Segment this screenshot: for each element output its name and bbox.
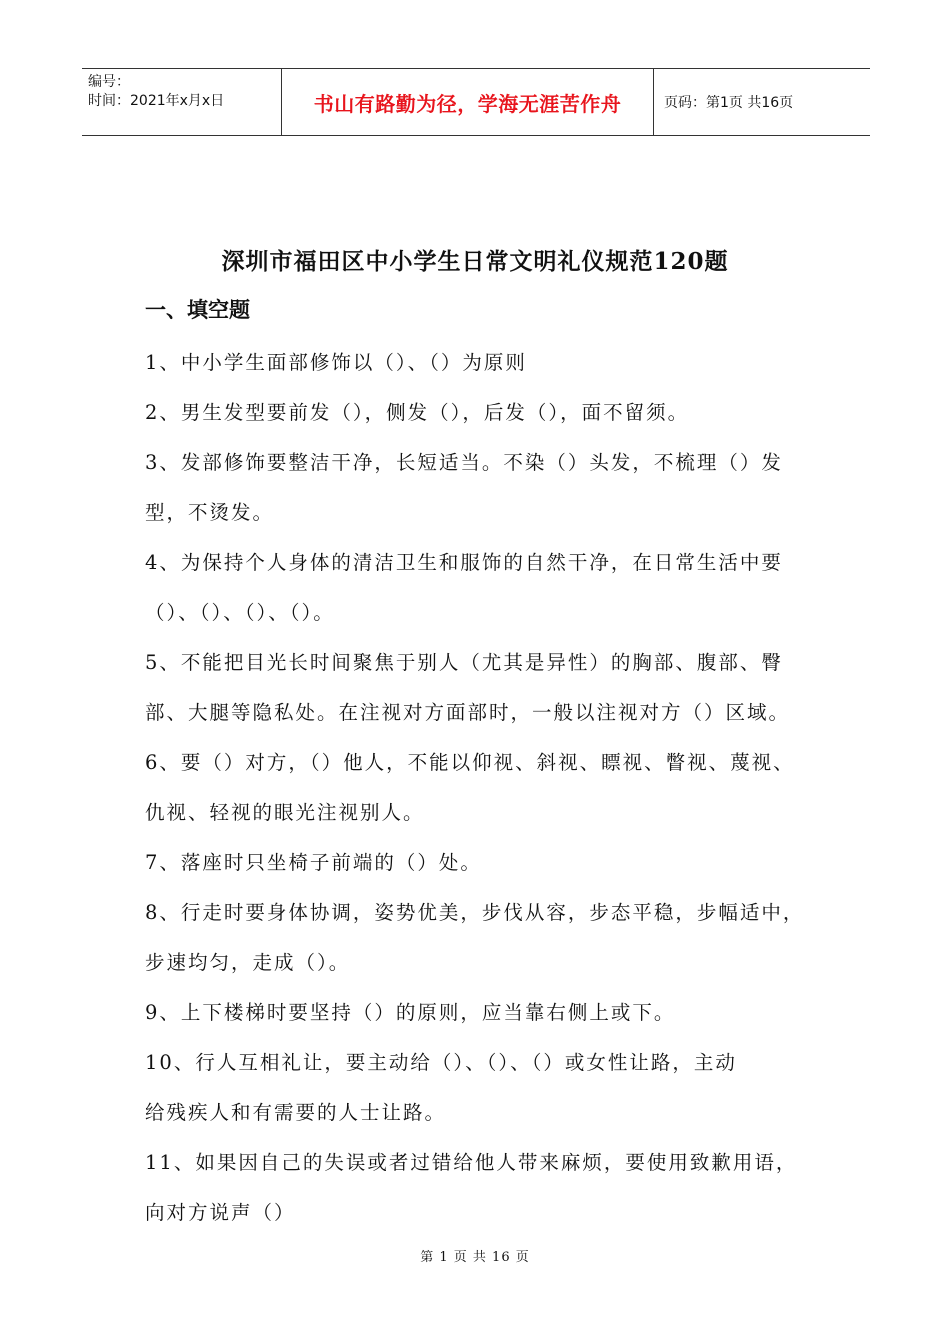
text-line: 部、大腿等隐私处。在注视对方面部时，一般以注视对方（）区域。 [145, 701, 791, 724]
header-page-info: 页码：第1页 共16页 [664, 95, 794, 111]
question-list [145, 338, 817, 1238]
text-line: 6、要（）对方，（）他人，不能以仰视、斜视、瞟视、瞥视、蔑视、 [145, 751, 795, 774]
text-line: （）、（）、（）、（）。 [145, 601, 335, 624]
text-line: 步速均匀，走成（）。 [145, 951, 351, 974]
text-line: 向对方说声（） [145, 1201, 296, 1224]
text-line: 7、落座时只坐椅子前端的（）处。 [145, 851, 482, 874]
document-title: 深圳市福田区中小学生日常文明礼仪规范120题 [221, 248, 729, 275]
text-line: 10、行人互相礼让，要主动给（）、（）、（）或女性让路，主动 [145, 1051, 737, 1074]
text-line: 9、上下楼梯时要坚持（）的原则，应当靠右侧上或下。 [145, 1001, 676, 1024]
text-line: 1、中小学生面部修饰以（）、（）为原则 [145, 351, 527, 374]
header-motto: 书山有路勤为径，学海无涯苦作舟 [282, 69, 654, 135]
text-line: 3、发部修饰要整洁干净，长短适当。不染（）头发，不梳理（）发 [145, 451, 783, 474]
text-line: 11、如果因自己的失误或者过错给他人带来麻烦，要使用致歉用语， [145, 1151, 798, 1174]
document-header [82, 68, 870, 136]
header-number-label: 编号： [88, 74, 130, 90]
text-line: 仇视、轻视的眼光注视别人。 [145, 801, 425, 824]
section-heading: 一、填空题 [145, 297, 250, 322]
text-line: 5、不能把目光长时间聚焦于别人（尤其是异性）的胸部、腹部、臀 [145, 651, 783, 674]
header-meta-cell [82, 69, 282, 135]
text-line: 型，不烫发。 [145, 501, 275, 524]
text-line: 2、男生发型要前发（），侧发（），后发（），面不留须。 [145, 401, 690, 424]
text-line: 给残疾人和有需要的人士让路。 [145, 1101, 447, 1124]
text-line: 8、行走时要身体协调，姿势优美，步伐从容，步态平稳，步幅适中， [145, 901, 805, 924]
header-time-label: 时间：2021年x月x日 [88, 93, 225, 109]
page-footer: 第 1 页 共 16 页 [420, 1250, 530, 1265]
text-line: 4、为保持个人身体的清洁卫生和服饰的自然干净，在日常生活中要 [145, 551, 783, 574]
